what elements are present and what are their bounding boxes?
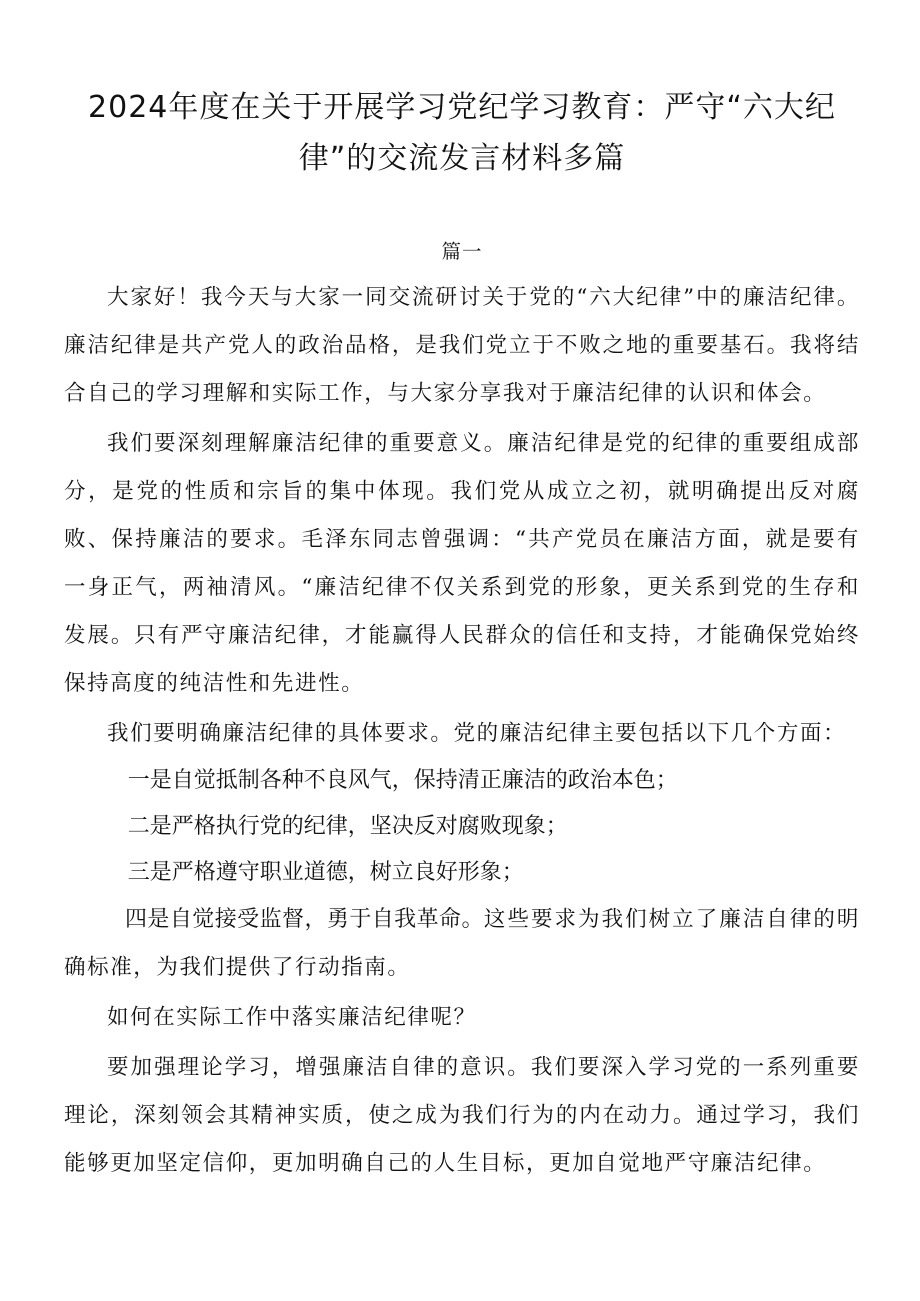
section-heading: 篇一 [441,240,483,263]
requirement-item-4-rest: 这些要求为我们树立了廉洁自律的明确标准，为我们提供了行动指南。 [64,907,860,980]
paragraph-requirements: 我们要明确廉洁纪律的具体要求。党的廉洁纪律主要包括以下几个方面： [107,721,847,746]
paragraph-intro: 大家好！我今天与大家一同交流研讨关于党的“六大纪律”中的廉洁纪律。廉洁纪律是共产党人的政治品格，是我们党立于不败之地的重要基石。我将结合自己的学习理解和实际工作，与大家分享我对于廉洁纪律的认识和体会。 [64,285,860,406]
requirement-item-4-lead: 四是自觉接受监督，勇于自我革命。 [125,907,484,932]
requirement-item-4 [64,896,860,992]
requirement-item-2: 二是严格执行党的纪律，坚决反对腐败现象； [127,814,568,839]
paragraph-significance: 我们要深刻理解廉洁纪律的重要意义。廉洁纪律是党的纪律的重要组成部分，是党的性质和宗旨的集中体现。我们党从成立之初，就明确提出反对腐败、保持廉洁的要求。毛泽东同志曾强调：“共产党员在廉洁方面，就是要有一身正气，两袖清风。“廉洁纪律不仅关系到党的形象，更关系到党的生存和发展。只有严守廉洁纪律，才能赢得人民群众的信任和支持，才能确保党始终保持高度的纯洁性和先进性。 [64,431,860,696]
requirement-item-3: 三是严格遵守职业道德，树立良好形象； [127,860,524,885]
paragraph-theory-study: 要加强理论学习，增强廉洁自律的意识。我们要深入学习党的一系列重要理论，深刻领会其精神实质，使之成为我们行为的内在动力。通过学习，我们能够更加坚定信仰，更加明确自己的人生目标，更加自觉地严守廉洁纪律。 [64,1055,860,1176]
document-title: 2024年度在关于开展学习党纪学习教育：严守“六大纪律”的交流发言材料多篇 [88,90,836,176]
paragraph-question: 如何在实际工作中落实廉洁纪律呢？ [107,1005,477,1030]
document-body [64,274,860,1188]
requirement-item-1: 一是自觉抵制各种不良风气，保持清正廉洁的政治本色； [127,768,678,793]
